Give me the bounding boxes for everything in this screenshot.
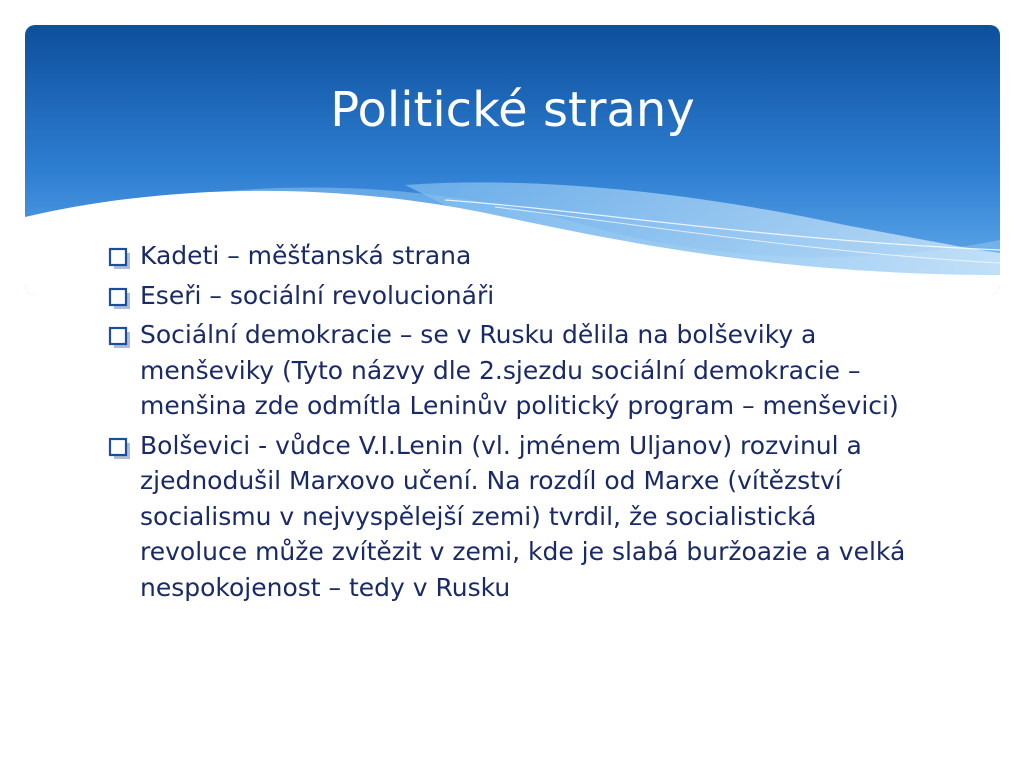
hollow-square-bullet-icon (108, 437, 132, 461)
hollow-square-bullet-icon (108, 247, 132, 271)
list-item-text: Eseři – sociální revolucionáři (140, 280, 495, 310)
list-item (108, 428, 923, 606)
list-item-text: Bolševici - vůdce V.I.Lenin (vl. jménem Uljanov) rozvinul a zjednodušil Marxovo učení. Na rozdíl od Marxe (vítězství socialismu v nejvyspělejší zemi) tvrdil, že socialistická revoluce může zvítězit v zemi, kde je slabá buržoazie a velká nespokojenost – tedy v Rusku (140, 430, 906, 602)
hollow-square-bullet-icon (108, 287, 132, 311)
list-item (108, 317, 923, 424)
slide-title: Politické strany (330, 82, 695, 138)
list-item (108, 278, 923, 314)
bullet-list (108, 238, 923, 609)
list-item-text: Sociální demokracie – se v Rusku dělila na bolševiky a menševiky (Tyto názvy dle 2.sjezdu sociální demokracie – menšina zde odmítla Leninův politický program – menševici) (140, 320, 899, 420)
list-item-text: Kadeti – měšťanská strana (140, 241, 472, 270)
list-item (108, 238, 923, 274)
hollow-square-bullet-icon (108, 326, 132, 350)
